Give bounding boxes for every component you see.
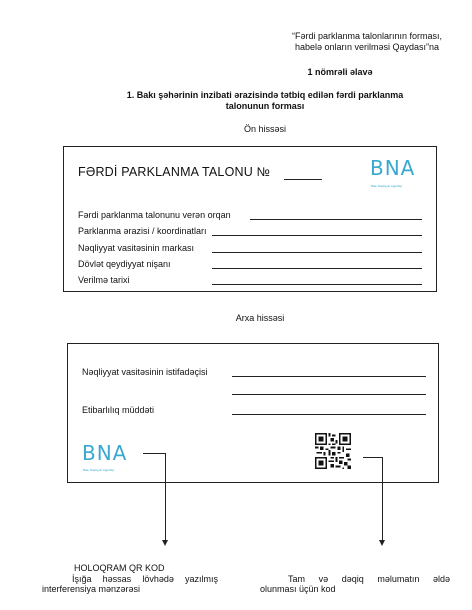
hologram-desc-line1: İşığa həssas lövhədə yazılmış <box>72 574 218 584</box>
right-arrow-head <box>379 540 385 546</box>
header-note-line2: habelə onların verilməsi Qaydası”na <box>294 42 440 52</box>
field-issue-date: Verilmə tarixi <box>78 275 130 285</box>
front-card <box>63 146 437 292</box>
front-side-label: Ön hissəsi <box>243 124 287 134</box>
field-validity-period: Etibarlılıq müddəti <box>82 405 155 415</box>
hologram-desc-line2: interferensiya mənzərəsi <box>42 584 141 594</box>
field-validity-period-line <box>232 414 426 415</box>
front-bna-logo: BNA <box>370 156 416 180</box>
field-registration-plate-line <box>212 268 422 269</box>
field-parking-area-line <box>212 235 422 236</box>
qr-desc-line2: olunması üçün kod <box>260 584 336 594</box>
field-issuing-authority-line <box>250 219 422 220</box>
back-bna-logo: BNA <box>82 441 128 465</box>
qr-code-icon <box>315 433 351 469</box>
field-issue-date-line <box>212 284 422 285</box>
front-card-title: FƏRDİ PARKLANMA TALONU № <box>78 165 271 179</box>
front-bna-logo-subtitle: Bakı Nəqliyyat Agentliyi <box>371 184 403 188</box>
field-issuing-authority: Fərdi parklanma talonunu verən orqan <box>78 210 231 220</box>
header-note-line1: “Fərdi parklanma talonlarının forması, <box>291 31 443 41</box>
field-vehicle-make-line <box>212 252 422 253</box>
left-arrow-head <box>162 540 168 546</box>
back-bna-logo-subtitle: Bakı Nəqliyyat Agentliyi <box>83 468 115 472</box>
section-title-line1: 1. Bakı şəhərinin inzibati ərazisində tətbiq edilən fərdi parklanma <box>126 90 404 100</box>
field-parking-area: Parklanma ərazisi / koordinatları <box>78 226 207 236</box>
qr-desc-line1: Tam və dəqiq məlumatın əldə <box>288 574 450 584</box>
field-registration-plate: Dövlət qeydiyyat nişanı <box>78 259 171 269</box>
field-vehicle-user: Nəqliyyat vasitəsinin istifadəçisi <box>82 367 208 377</box>
hologram-title: HOLOQRAM QR KOD <box>74 563 165 573</box>
field-vehicle-user-line2 <box>232 394 426 395</box>
left-arrow-vertical <box>165 453 166 541</box>
talon-number-line <box>284 179 322 180</box>
back-card <box>67 343 439 483</box>
right-arrow-vertical <box>382 457 383 541</box>
left-arrow-horizontal <box>143 453 166 454</box>
right-arrow-horizontal <box>363 457 383 458</box>
appendix-label: 1 nömrəli əlavə <box>307 67 373 77</box>
field-vehicle-user-line1 <box>232 376 426 377</box>
back-side-label: Arxa hissəsi <box>235 313 285 323</box>
field-vehicle-make: Nəqliyyat vasitəsinin markası <box>78 243 195 253</box>
section-title-line2: talonunun forması <box>225 101 305 111</box>
